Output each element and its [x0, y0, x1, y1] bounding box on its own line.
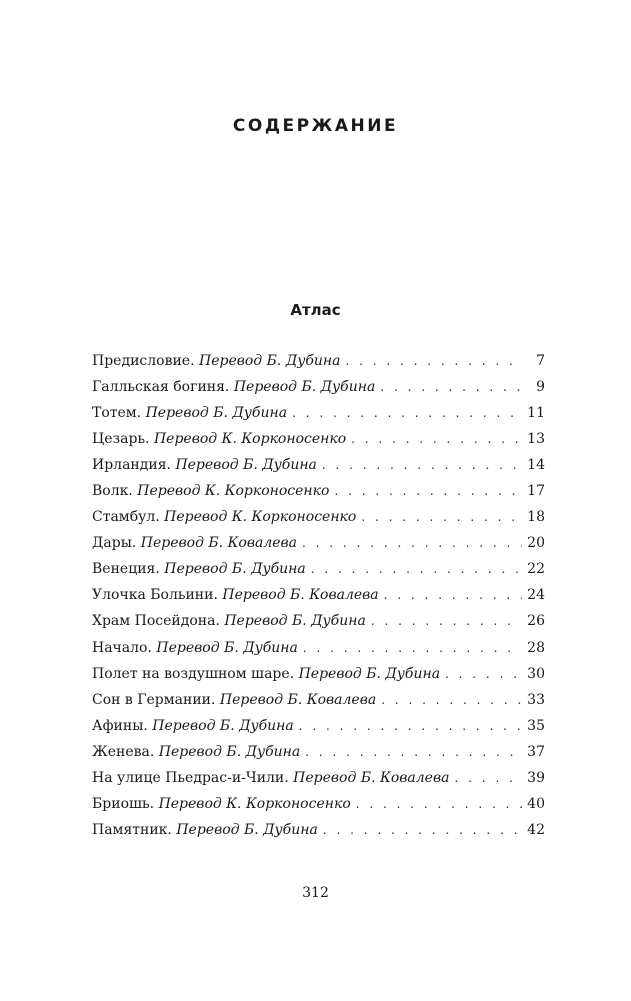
toc-entry-translator: Перевод Б. Дубина — [145, 405, 288, 422]
toc-entry-page: 42 — [527, 821, 545, 838]
dot-leader — [381, 687, 522, 713]
toc-entry-page: 24 — [527, 587, 545, 604]
dot-leader — [305, 739, 522, 765]
toc-entry-text — [92, 791, 351, 817]
toc-entry-translator: Перевод Б. Дубина — [152, 717, 294, 734]
dot-leader — [361, 504, 522, 530]
dot-leader — [334, 478, 522, 504]
toc-entry-translator: Перевод Б. Дубина — [175, 457, 317, 474]
dot-leader — [299, 713, 522, 739]
toc-entry-text — [92, 582, 379, 608]
toc-entry — [92, 765, 545, 791]
toc-entry-translator: Перевод К. Корконосенко — [164, 509, 357, 526]
toc-entry-text — [92, 426, 346, 452]
dot-leader — [292, 400, 522, 426]
toc-entry-text — [92, 739, 300, 765]
toc-entry-text — [92, 452, 317, 478]
toc-entry — [92, 504, 545, 530]
toc-entry-title: Тотем. — [92, 405, 142, 422]
toc-entry-text — [92, 713, 294, 739]
dot-leader — [380, 374, 522, 400]
toc-entry-title: Начало. — [92, 639, 152, 656]
toc-entry-title: Улочка Больини. — [92, 587, 218, 604]
toc-entry — [92, 817, 545, 843]
toc-entry-page: 11 — [527, 405, 545, 422]
dot-leader — [384, 582, 522, 608]
dot-leader — [302, 530, 522, 556]
toc-entry — [92, 635, 545, 661]
dot-leader — [356, 791, 522, 817]
toc-entry-page: 14 — [527, 457, 545, 474]
toc-entry-text — [92, 556, 306, 582]
toc-entry-text — [92, 478, 329, 504]
toc-entry-title: Ирландия. — [92, 457, 171, 474]
toc-entry-text — [92, 504, 356, 530]
toc-entry-translator: Перевод Б. Дубина — [164, 561, 306, 578]
toc-entry-translator: Перевод К. Корконосенко — [158, 795, 351, 812]
toc-entry-title: Предисловие. — [92, 353, 195, 369]
toc-entry-page: 33 — [527, 691, 545, 708]
toc-entry-page: 30 — [527, 665, 545, 682]
dot-leader — [322, 452, 522, 478]
toc-entry-page: 37 — [527, 743, 545, 760]
toc-entry-text — [92, 400, 287, 426]
toc-entry-translator: Перевод Б. Ковалева — [222, 587, 379, 604]
dot-leader — [323, 817, 522, 843]
toc-entry-text — [92, 374, 375, 400]
toc-entry-title: Цезарь. — [92, 431, 150, 448]
toc-entry-text — [92, 608, 366, 634]
toc-entry-translator: Перевод Б. Дубина — [176, 821, 318, 838]
toc-entry-title: Дары. — [92, 535, 137, 552]
toc-entry — [92, 791, 545, 817]
toc-entry-page: 17 — [527, 483, 545, 500]
dot-leader — [445, 661, 522, 687]
toc-entry-page: 18 — [527, 509, 545, 526]
toc-entry-translator: Перевод Б. Дубина — [224, 613, 366, 630]
toc-entry — [92, 426, 545, 452]
toc-entry-title: Бриошь. — [92, 795, 155, 812]
section-title: Атлас — [290, 301, 341, 319]
dot-leader — [303, 635, 522, 661]
toc-entry — [92, 530, 545, 556]
toc-entry-title: Сон в Германии. — [92, 691, 216, 708]
toc-entry — [92, 582, 545, 608]
toc-entry-title: Женева. — [92, 743, 155, 760]
toc-entry-translator: Перевод К. Корконосенко — [137, 483, 330, 500]
toc-entry-translator: Перевод Б. Дубина — [298, 665, 441, 682]
toc-entry-page: 28 — [527, 639, 545, 656]
toc-entry-title: Афины. — [92, 717, 148, 734]
toc-entry — [92, 374, 545, 400]
toc-entry-page: 35 — [527, 717, 545, 734]
dot-leader — [351, 426, 522, 452]
toc-entry-title: Полет на воздушном шаре. — [92, 665, 295, 682]
toc-entry-translator: Перевод Б. Ковалева — [219, 691, 377, 708]
toc-entry-title: Галльская богиня. — [92, 379, 230, 396]
toc-entry — [92, 478, 545, 504]
dot-leader — [311, 556, 522, 582]
toc-entry-title: Памятник. — [92, 821, 172, 838]
toc-entry-translator: Перевод Б. Дубина — [198, 353, 341, 369]
toc-entry-page: 22 — [527, 561, 545, 578]
toc-entry — [92, 687, 545, 713]
toc-entry-text — [92, 530, 297, 556]
toc-entry — [92, 608, 545, 634]
toc-entry-page: 26 — [527, 613, 545, 630]
toc-entry — [92, 713, 545, 739]
toc-entry — [92, 556, 545, 582]
toc-entry-translator: Перевод Б. Ковалева — [293, 769, 450, 786]
toc-entry-page: 13 — [527, 431, 545, 448]
toc-entry-page: 39 — [527, 769, 545, 786]
toc-entry-text — [92, 817, 318, 843]
page-title: СОДЕРЖАНИЕ — [232, 116, 399, 136]
toc-entry — [92, 661, 545, 687]
toc-entry-text — [92, 661, 440, 687]
toc-entry-text — [92, 687, 376, 713]
toc-entry-title: Венеция. — [92, 561, 160, 578]
toc-entry-page: 40 — [527, 795, 545, 812]
toc-entry-page: 7 — [536, 353, 545, 369]
toc-entry-page: 9 — [536, 379, 545, 396]
toc-entry-title: Волк. — [92, 483, 133, 500]
toc-entry-translator: Перевод Б. Дубина — [156, 639, 298, 656]
toc-entry-title: На улице Пьедрас-и-Чили. — [92, 769, 289, 786]
toc-entry-title: Стамбул. — [92, 509, 160, 526]
toc-entry-translator: Перевод Б. Дубина — [233, 379, 376, 396]
toc-entry-text — [92, 765, 449, 791]
toc-entry-translator: Перевод К. Корконосенко — [153, 431, 347, 448]
toc-entry-title: Храм Посейдона. — [92, 613, 220, 630]
toc-entry-translator: Перевод Б. Ковалева — [140, 535, 298, 552]
toc-entry-page: 20 — [527, 535, 545, 552]
toc-entry — [92, 452, 545, 478]
toc-entry-translator: Перевод Б. Дубина — [158, 743, 301, 760]
toc-entry — [92, 739, 545, 765]
toc-entry — [92, 400, 545, 426]
toc-entry-text — [92, 635, 298, 661]
dot-leader — [454, 765, 522, 791]
dot-leader — [371, 608, 522, 634]
table-of-contents — [92, 348, 545, 843]
page-number: 312 — [302, 885, 329, 901]
dot-leader — [345, 348, 522, 374]
toc-entry-text — [92, 348, 340, 374]
toc-entry — [92, 348, 545, 374]
